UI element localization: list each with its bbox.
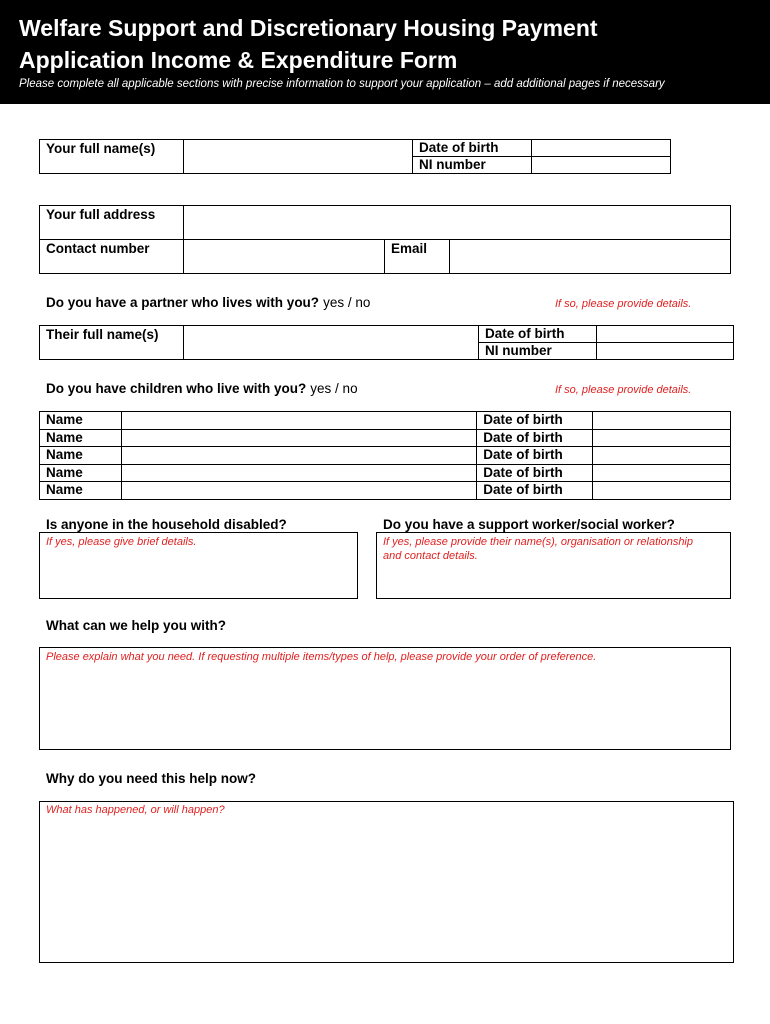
applicant-dob-label: Date of birth xyxy=(419,140,499,155)
help-with-hint: Please explain what you need. If requesting multiple items/types of help, please provide your order of preference. xyxy=(46,651,597,663)
child-dob-field[interactable] xyxy=(593,412,731,430)
child-dob-field[interactable] xyxy=(593,464,731,482)
child-name-label: Name xyxy=(40,464,122,482)
email-label: Email xyxy=(391,241,428,256)
partner-ni-label: NI number xyxy=(485,343,552,358)
partner-name-field[interactable] xyxy=(183,325,479,360)
partner-dob-field[interactable] xyxy=(596,325,734,343)
contact-number-field[interactable] xyxy=(183,239,385,274)
child-name-field[interactable] xyxy=(121,447,476,465)
child-dob-label: Date of birth xyxy=(477,447,593,465)
partner-yes-no[interactable]: yes / no xyxy=(323,295,371,310)
table-row xyxy=(40,412,731,430)
applicant-ni-label: NI number xyxy=(419,157,486,172)
applicant-name-field[interactable] xyxy=(183,139,413,174)
address-label: Your full address xyxy=(46,207,156,222)
partner-question-text: Do you have a partner who lives with you? xyxy=(46,295,320,310)
child-dob-label: Date of birth xyxy=(477,482,593,500)
child-dob-label: Date of birth xyxy=(477,412,593,430)
child-name-field[interactable] xyxy=(121,464,476,482)
child-dob-label: Date of birth xyxy=(477,464,593,482)
form-title-line2: Application Income & Expenditure Form xyxy=(19,47,458,73)
table-row xyxy=(40,464,731,482)
email-field[interactable] xyxy=(449,239,731,274)
address-field[interactable] xyxy=(183,205,731,240)
children-question xyxy=(46,381,358,396)
applicant-name-label: Your full name(s) xyxy=(46,141,156,156)
child-dob-label: Date of birth xyxy=(477,429,593,447)
table-row xyxy=(40,429,731,447)
table-row xyxy=(40,482,731,500)
form-title-line1: Welfare Support and Discretionary Housing Payment xyxy=(19,15,598,41)
child-name-label: Name xyxy=(40,447,122,465)
support-worker-question: Do you have a support worker/social worker? xyxy=(383,517,675,532)
children-question-text: Do you have children who live with you? xyxy=(46,381,307,396)
partner-name-label: Their full name(s) xyxy=(46,327,159,342)
child-name-field[interactable] xyxy=(121,412,476,430)
children-hint: If so, please provide details. xyxy=(555,384,692,396)
child-name-label: Name xyxy=(40,412,122,430)
partner-dob-label: Date of birth xyxy=(485,326,565,341)
applicant-dob-field[interactable] xyxy=(531,139,671,157)
contact-number-label: Contact number xyxy=(46,241,150,256)
disabled-question: Is anyone in the household disabled? xyxy=(46,517,287,532)
table-row xyxy=(40,447,731,465)
form-subtitle: Please complete all applicable sections with precise information to support your application – add additional pages if necessary xyxy=(19,78,665,90)
children-yes-no[interactable]: yes / no xyxy=(310,381,358,396)
help-now-question: Why do you need this help now? xyxy=(46,771,256,786)
child-name-field[interactable] xyxy=(121,429,476,447)
child-name-label: Name xyxy=(40,429,122,447)
child-name-label: Name xyxy=(40,482,122,500)
support-worker-hint: If yes, please provide their name(s), organisation or relationship and contact details. xyxy=(383,536,693,562)
child-dob-field[interactable] xyxy=(593,429,731,447)
child-dob-field[interactable] xyxy=(593,482,731,500)
children-table xyxy=(39,411,731,500)
help-with-question: What can we help you with? xyxy=(46,618,227,633)
partner-ni-field[interactable] xyxy=(596,342,734,360)
child-dob-field[interactable] xyxy=(593,447,731,465)
child-name-field[interactable] xyxy=(121,482,476,500)
partner-question xyxy=(46,295,370,310)
form-header xyxy=(0,0,770,104)
disabled-hint: If yes, please give brief details. xyxy=(46,536,197,548)
help-now-field[interactable] xyxy=(39,801,734,963)
help-now-hint: What has happened, or will happen? xyxy=(46,804,225,816)
partner-hint: If so, please provide details. xyxy=(555,298,692,310)
applicant-ni-field[interactable] xyxy=(531,156,671,174)
